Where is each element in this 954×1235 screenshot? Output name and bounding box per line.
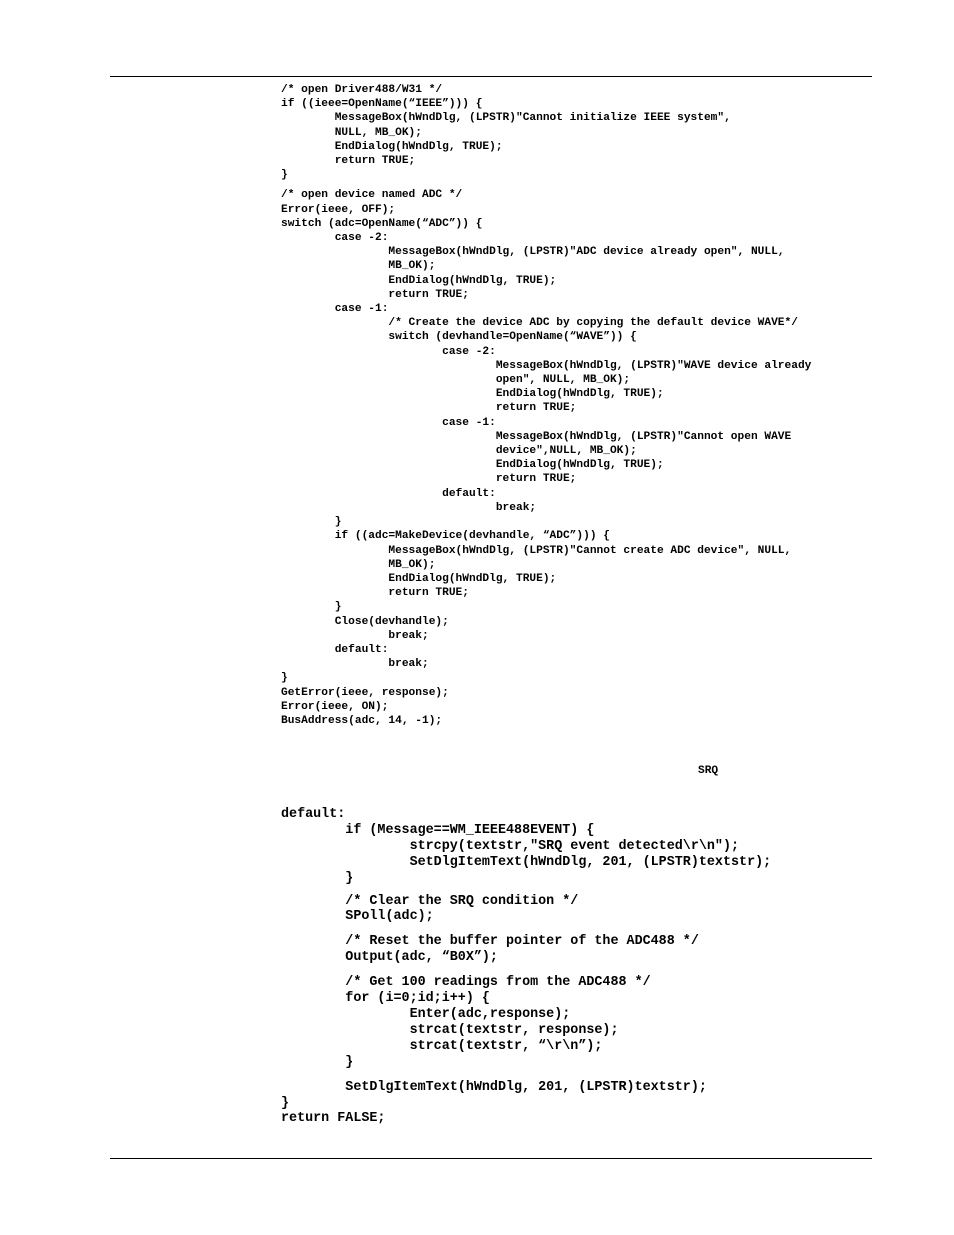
code-spacer [281, 182, 811, 188]
header-rule [110, 76, 872, 77]
code-clear-srq: /* Clear the SRQ condition */ SPoll(adc); [345, 893, 579, 925]
code-listing-srq-handler [281, 807, 771, 1127]
code-spacer [281, 925, 771, 934]
code-spacer [281, 966, 771, 975]
code-default-srq-event: default: if (Message==WM_IEEE488EVENT) { strcpy(textstr,"SRQ event detected\r\n"); SetDlgItemText(hWndDlg, 201, (LPSTR)textstr); } [281, 807, 772, 886]
code-open-adc-section: /* open device named ADC */ Error(ieee, OFF); switch (adc=OpenName(“ADC”)) { case -2: MessageBox(hWndDlg, (LPSTR)"ADC device already open", NULL, MB_OK); EndDialog(hWndDlg, TRUE); return TRUE; case -1: /* Create the device ADC by copying the default device WAVE*/ switch (devhandle=OpenName(“WAVE”)) { case -2: MessageBox(hWndDlg, (LPSTR)"WAVE device already open", NULL, MB_OK); EndDialog(hWndDlg, TRUE); return TRUE; case -1: MessageBox(hWndDlg, (LPSTR)"Cannot open WAVE device",NULL, MB_OK); EndDialog(hWndDlg, TRUE); return TRUE; default: break; } if ((adc=MakeDevice(devhandle, “ADC”))) { MessageBox(hWndDlg, (LPSTR)"Cannot create ADC device", NULL, MB_OK); EndDialog(hWndDlg, TRUE); return TRUE; } Close(devhandle); break; default: break; } GetError(ieee, response); Error(ieee, ON); BusAddress(adc, 14, -1); [281, 189, 812, 727]
code-spacer [281, 1071, 771, 1080]
code-get-readings: /* Get 100 readings from the ADC488 */ for (i=0;id;i++) { Enter(adc,response); strcat(textstr, response); strcat(textstr, “\r\n”); } [345, 975, 651, 1070]
code-spacer [281, 887, 771, 894]
code-open-driver-section: /* open Driver488/W31 */ if ((ieee=OpenName(“IEEE”))) { MessageBox(hWndDlg, (LPSTR)"Cannot initialize IEEE system", NULL, MB_OK); EndDialog(hWndDlg, TRUE); return TRUE; } [281, 84, 731, 182]
code-reset-buffer: /* Reset the buffer pointer of the ADC488 */ Output(adc, “B0X”); [345, 934, 699, 966]
code-listing-open-devices [281, 83, 811, 728]
footer-rule [110, 1158, 872, 1159]
code-set-dialog-text: SetDlgItemText(hWndDlg, 201, (LPSTR)textstr); } return FALSE; [281, 1079, 707, 1127]
srq-marker-label: SRQ [698, 765, 719, 777]
